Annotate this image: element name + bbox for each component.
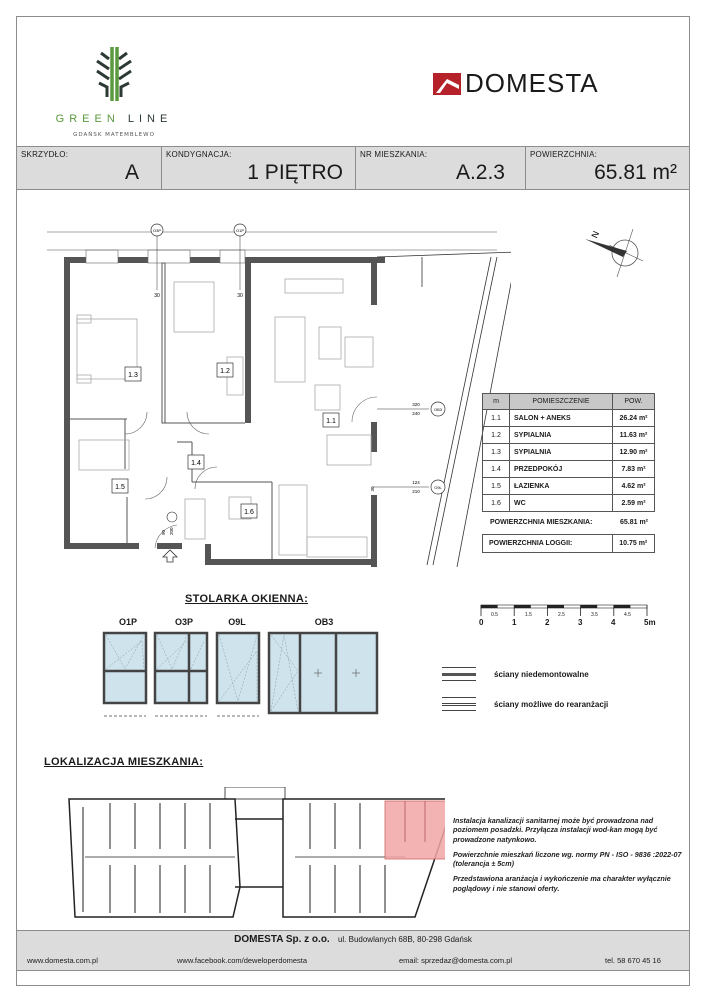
table-row: 1.6 WC 2.59 m² (483, 495, 655, 512)
svg-text:124: 124 (412, 480, 420, 485)
scale-bar-graphic (479, 602, 669, 622)
svg-text:O3P: O3P (152, 228, 162, 233)
note-sewage: Instalacja kanalizacji sanitarnej może być prowadzona nad poziomem posadzki. Przyłącza instalacji wod-kan mogą być prowadzone natynkowo. (453, 816, 658, 844)
info-apartment-number: NR MIESZKANIA: A.2.3 (356, 147, 526, 189)
window-types-diagram (102, 631, 402, 726)
svg-text:200: 200 (169, 527, 174, 535)
header-number: m (483, 394, 510, 410)
domesta-roof-icon (433, 73, 461, 95)
fixed-wall-swatch-icon (442, 667, 476, 681)
tree-logo-icon (39, 39, 189, 109)
table-row: 1.3 SYPIALNIA 12.90 m² (483, 444, 655, 461)
website-link[interactable]: www.domesta.com.pl (27, 956, 98, 965)
scale-bar: 0 1 2 3 4 5m 0.5 1.5 2.5 3.5 4.5 (479, 602, 669, 642)
disclaimer-notes (453, 816, 683, 899)
windows-section-title: STOLARKA OKIENNA: (185, 593, 309, 605)
building-location-plan (65, 787, 445, 927)
info-area: POWIERZCHNIA: 65.81 m² (530, 150, 677, 184)
window-callout-o1p (234, 224, 246, 290)
svg-text:30: 30 (237, 293, 243, 299)
note-area-standard: Powierzchnie mieszkań liczone wg. normy PN - ISO - 9836 :2022-07 (tolerancja ± 5cm) (453, 849, 682, 869)
table-row: 1.4 PRZEDPOKÓJ 7.83 m² (483, 461, 655, 478)
footer-company-line: DOMESTA Sp. z o.o. ul. Budowlanych 68B, 80-298 Gdańsk (234, 934, 472, 945)
apartment-info-bar (17, 146, 689, 190)
note-arrangement: Przedstawiona aranżacja i wykończenie ma charakter wyłącznie poglądowy i nie stanowi oferty. (453, 874, 671, 893)
location-section-title: LOKALIZACJA MIESZKANIA: (44, 756, 204, 768)
entry-arrow-icon (163, 550, 177, 562)
info-wing: SKRZYDŁO: A (17, 147, 162, 189)
domesta-logo (433, 67, 683, 107)
room-tag-1-6: 1.6 (244, 509, 254, 516)
header-room: POMIESZCZENIE (510, 394, 613, 410)
svg-text:320: 320 (412, 402, 420, 407)
room-tag-1-4: 1.4 (191, 460, 201, 467)
room-tag-1-1: 1.1 (326, 418, 336, 425)
svg-text:210: 210 (412, 489, 420, 494)
svg-text:OB3: OB3 (433, 407, 443, 412)
north-compass-icon (579, 213, 649, 283)
loggia-area-row: POWIERZCHNIA LOGGII: 10.75 m² (482, 534, 655, 553)
room-area-table (482, 393, 655, 512)
footer (17, 930, 689, 971)
project-logo-text: GREEN LINE (55, 113, 173, 125)
room-tag-1-3: 1.3 (128, 372, 138, 379)
developer-logo-text: DOMESTA (465, 68, 599, 98)
email-link[interactable]: email: sprzedaz@domesta.com.pl (399, 956, 513, 965)
total-area-row: POWIERZCHNIA MIESZKANIA: 65.81 m² (490, 519, 649, 526)
table-row: 1.2 SYPIALNIA 11.63 m² (483, 427, 655, 444)
svg-text:N: N (589, 229, 602, 240)
floor-plan-drawing (41, 197, 511, 567)
svg-text:90: 90 (161, 529, 166, 535)
table-row: 1.1 SALON + ANEKS 26.24 m² (483, 410, 655, 427)
svg-text:240: 240 (412, 411, 420, 416)
header-area: POW. (613, 394, 655, 410)
facebook-link[interactable]: www.facebook.com/deweloperdomesta (177, 956, 308, 965)
room-tag-1-5: 1.5 (115, 484, 125, 491)
floor-plan-sheet: GREEN LINE GDAŃSK MATEMBLEWO DOMESTA SKRZYDŁO: A KONDYGNACJA: 1 PIĘTRO NR MIESZKANIA: A.2.3 POWIERZCHNIA: 65.81 m² O3P O1P 30 30 1.1 1.2 1.3 1.4 1.5 1.6 320 240 OB3 124 210 O9L 30 90 200 N m POMIESZCZENIE POW. 1.1 SALON + ANEKS 26.24 m² 1.2 SYPIALNIA 11.63 m² 1.3 SYPIALNIA 12.90 m² 1.4 PRZEDPOKÓJ 7.83 m² 1.5 ŁAZIENKA 4.62 m² 1.6 WC 2.59 m² POWIERZCHNIA MIESZKANIA: 65.81 m² POWIERZCHNIA LOGGII: 10.75 m² 0 1 2 3 4 5m 0.5 1.5 2.5 3.5 4.5 ściany niedemontowalne ściany możliwe do rearanżacji STOLARKA OKIENNA: O1P O3P O9L OB3 LOKALIZACJA MIESZKANIA: Instalacja kanalizacji sanitarnej może być prowadzona nad poziomem posadzki. Przyłącza instalacji wod-kan mogą być prowadzone natynkowo. Powierzchnie mieszkań liczone wg. normy PN - ISO - 9836 :2022-07 (tolerancja ± 5cm) Przedstawiona aranżacja i wykończenie ma charakter wyłącznie poglądowy i nie stanowi oferty. DOMESTA Sp. z o.o. ul. Budowlanych 68B, 80-298 Gdańsk www.domesta.com.pl www.facebook.com/deweloperdomesta email: sprzedaz@domesta.com.pl tel. 58 670 45 16 (16, 16, 690, 986)
green-line-logo (39, 39, 189, 139)
table-row: 1.5 ŁAZIENKA 4.62 m² (483, 478, 655, 495)
movable-wall-swatch-icon (442, 697, 476, 711)
svg-text:30: 30 (154, 293, 160, 299)
svg-text:30: 30 (370, 486, 375, 492)
legend-fixed-walls: ściany niedemontowalne (442, 667, 589, 681)
legend-movable-walls: ściany możliwe do rearanżacji (442, 697, 608, 711)
room-tag-1-2: 1.2 (220, 368, 230, 375)
project-location: GDAŃSK MATEMBLEWO (73, 132, 155, 138)
svg-text:O9L: O9L (434, 485, 442, 490)
svg-text:O1P: O1P (235, 228, 245, 233)
apartment-highlight (385, 801, 445, 859)
phone-link[interactable]: tel. 58 670 45 16 (605, 956, 661, 965)
info-floor: KONDYGNACJA: 1 PIĘTRO (162, 147, 356, 189)
window-callout-o3p (151, 224, 163, 290)
